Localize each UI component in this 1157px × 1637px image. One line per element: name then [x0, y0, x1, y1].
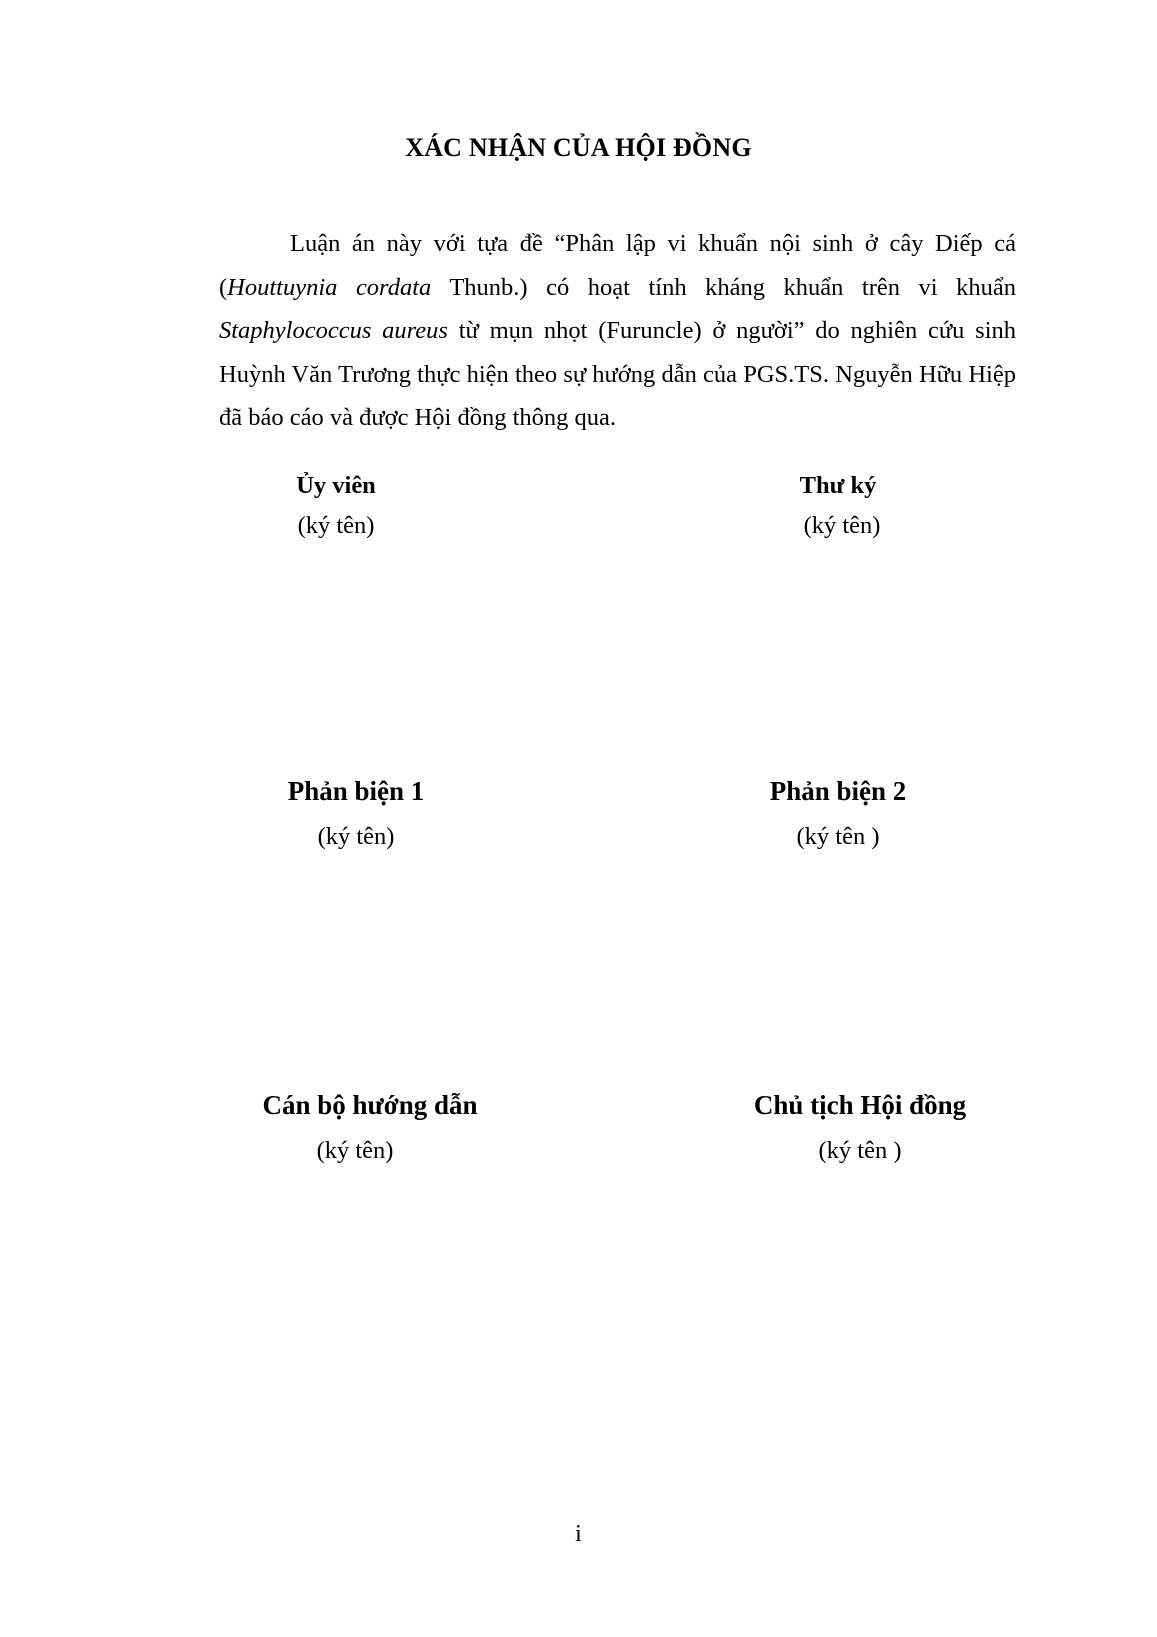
signature-supervisor: [240, 1090, 500, 1165]
signature-note: (ký tên): [317, 823, 395, 850]
signature-reviewer-1: [236, 776, 476, 851]
paragraph-italic-species-plant: Houttuynia cordata: [227, 273, 432, 301]
signature-role: Phản biện 1: [287, 776, 425, 806]
signature-note: (ký tên): [803, 512, 881, 539]
signature-member: [236, 472, 436, 540]
signature-role: Phản biện 2: [769, 776, 907, 806]
paragraph-text-3: từ mụn nhọt (Furuncle) ở người” do nghiên cứu sinh Huỳnh Văn Trương thực hiện theo sự hướng dẫn của PGS.TS. Nguyễn Hữu Hiệp đã báo cáo và được Hội đồng thông qua.: [219, 317, 1016, 431]
signature-role: Cán bộ hướng dẫn: [262, 1090, 478, 1120]
signature-note: (ký tên ): [796, 823, 880, 850]
paragraph-italic-species-bacteria: Staphylococcus aureus: [219, 317, 448, 344]
paragraph-text-2: Thunb.) có hoạt tính kháng khuẩn trên vi khuẩn: [431, 273, 1016, 301]
signature-role: Thư ký: [799, 472, 877, 499]
paragraph-text-1: Luận án này với tựa đề “Phân lập vi khuẩn nội sinh ở cây Diếp cá (: [219, 230, 1016, 301]
signature-note: (ký tên ): [818, 1137, 902, 1164]
signature-secretary: [738, 472, 938, 540]
page-title: XÁC NHẬN CỦA HỘI ĐỒNG: [405, 133, 752, 162]
signature-reviewer-2: [718, 776, 958, 851]
signature-role: Ủy viên: [296, 472, 376, 499]
signature-role: Chủ tịch Hội đồng: [753, 1090, 967, 1120]
signature-chairman: [730, 1090, 990, 1165]
confirmation-paragraph: [219, 222, 1016, 440]
signature-note: (ký tên): [297, 512, 375, 539]
page-number: i: [575, 1521, 582, 1547]
signature-note: (ký tên): [316, 1137, 394, 1164]
